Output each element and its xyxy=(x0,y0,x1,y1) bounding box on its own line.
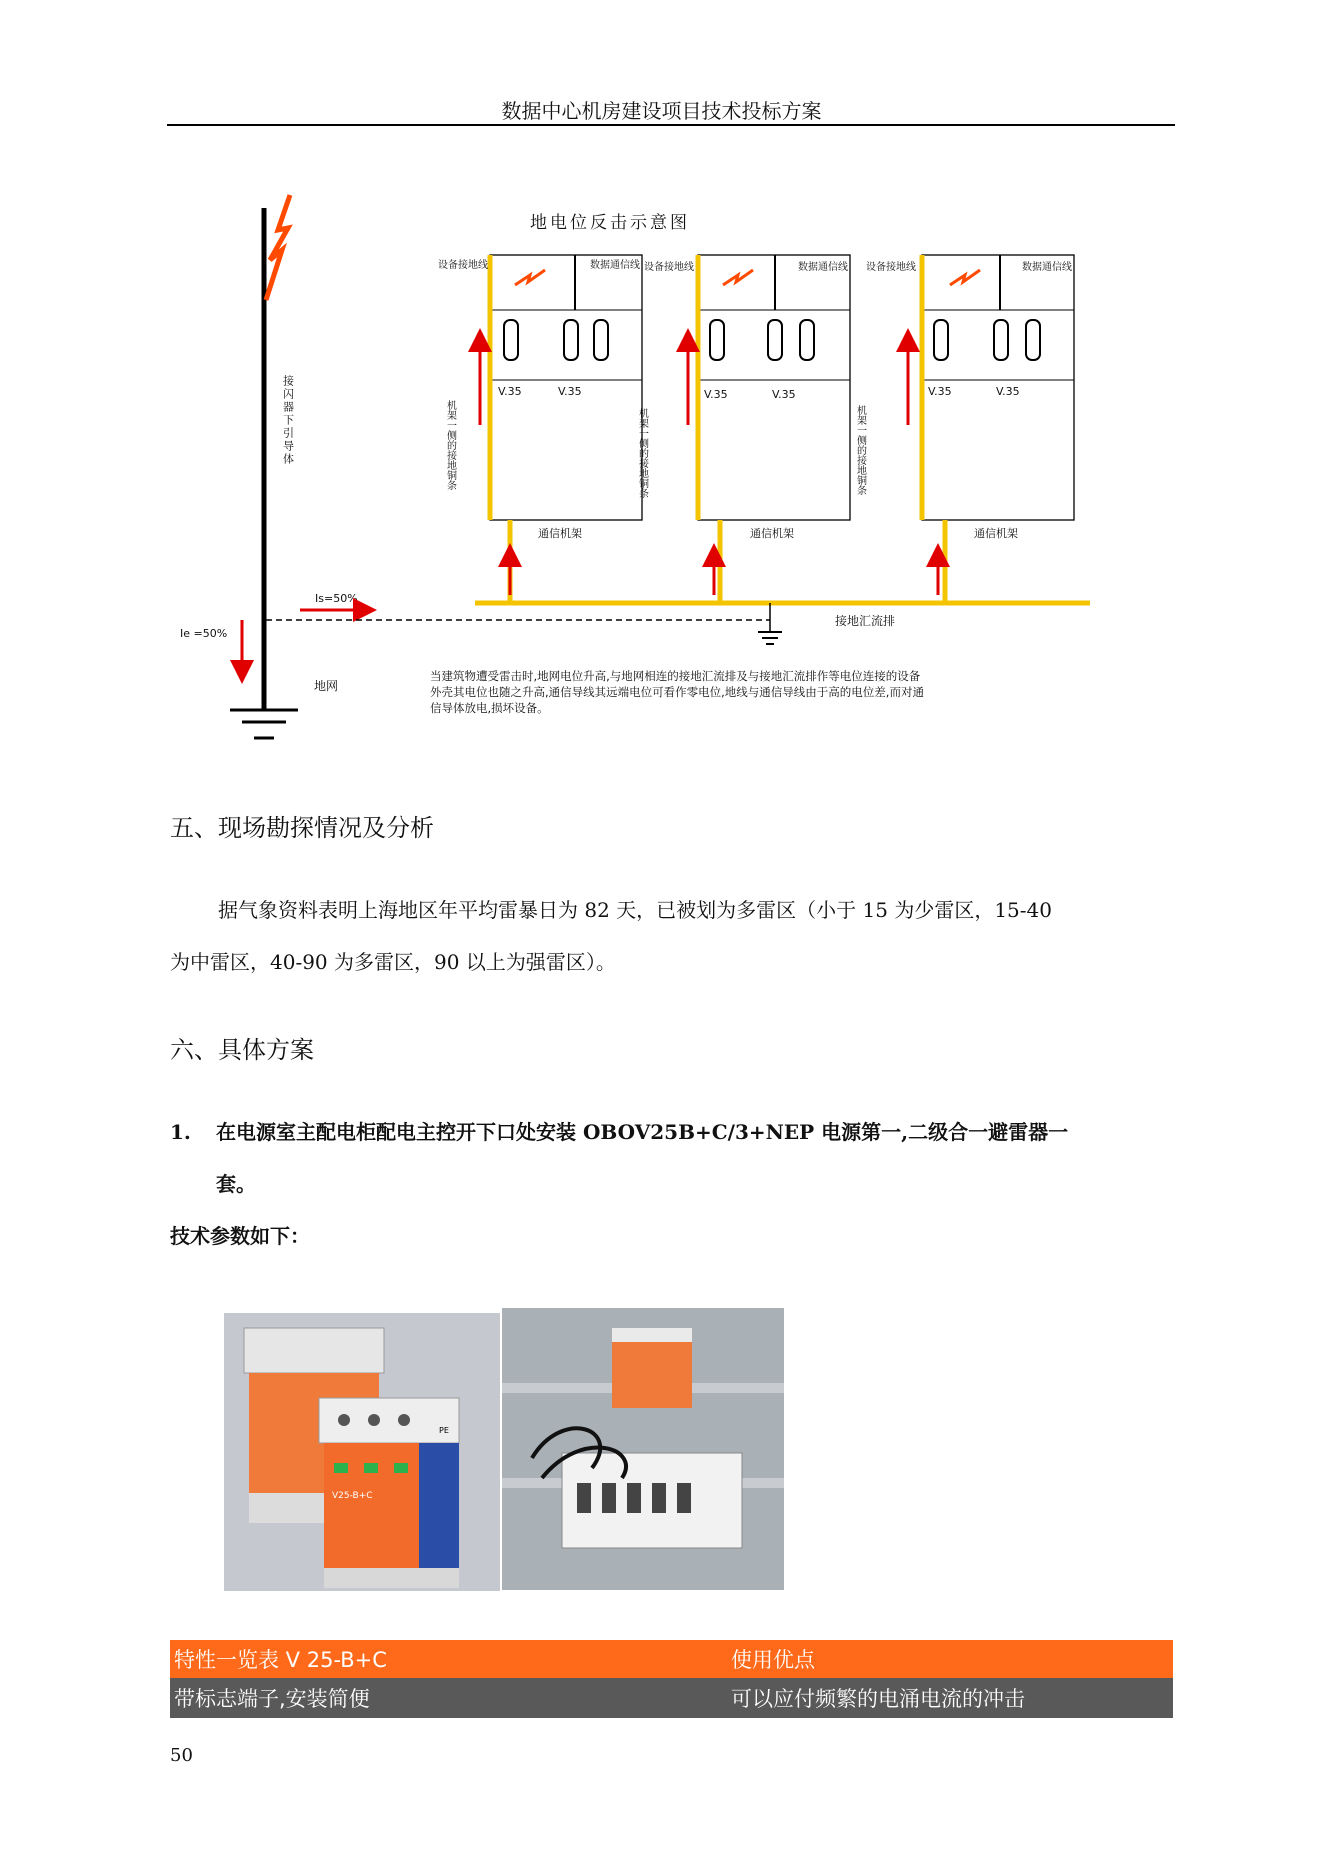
table-row xyxy=(170,1678,1173,1718)
down-conductor-label: 接闪器下引导体 xyxy=(281,375,295,466)
section-5-heading: 五、现场勘探情况及分析 xyxy=(170,814,434,842)
section-5-para-line2: 为中雷区，40-90 为多雷区，90 以上为强雷区）。 xyxy=(170,950,616,974)
table-cell: 可以应付频繁的电涌电流的冲击 xyxy=(731,1687,1025,1711)
svg-text:通信机架: 通信机架 xyxy=(750,527,794,540)
header-rule xyxy=(167,124,1175,126)
item-1-line2: 套。 xyxy=(216,1172,256,1196)
svg-text:机架一侧的接地铜条: 机架一侧的接地铜条 xyxy=(636,408,648,498)
tech-params-label: 技术参数如下： xyxy=(170,1224,310,1248)
item-1-line1: 在电源室主配电柜配电主控开下口处安装 OBOV25B+C/3+NEP 电源第一,二级合一避雷器一 xyxy=(216,1120,1069,1144)
svg-text:V.35: V.35 xyxy=(928,385,952,398)
table-header-row xyxy=(170,1640,1173,1678)
ie-label: Ie =50% xyxy=(180,627,228,640)
svg-text:V25-B+C: V25-B+C xyxy=(332,1491,373,1501)
busbar-label: 接地汇流排 xyxy=(835,614,896,628)
svg-text:通信机架: 通信机架 xyxy=(974,527,1018,540)
svg-text:V.35: V.35 xyxy=(996,385,1020,398)
section-6-heading: 六、具体方案 xyxy=(170,1036,314,1064)
svg-text:数据通信线: 数据通信线 xyxy=(1022,262,1072,273)
svg-text:V.35: V.35 xyxy=(498,385,522,398)
page-number: 50 xyxy=(170,1745,193,1766)
spec-table xyxy=(170,1640,1173,1718)
svg-text:PE: PE xyxy=(439,1426,449,1435)
table-header-advantages: 使用优点 xyxy=(731,1648,815,1672)
rack-2 xyxy=(637,255,851,603)
svg-text:机架一侧的接地铜条: 机架一侧的接地铜条 xyxy=(854,405,866,495)
svg-text:数据通信线: 数据通信线 xyxy=(798,262,848,273)
section-5-para-line1: 据气象资料表明上海地区年平均雷暴日为 82 天，已被划为多雷区（小于 15 为少雷区，15-40 xyxy=(218,898,1052,922)
svg-text:设备接地线: 设备接地线 xyxy=(644,262,694,273)
table-header-features: 特性一览表 V 25-B+C xyxy=(174,1648,387,1672)
rack-strip-label: 机架一侧的接地铜条 xyxy=(444,400,456,490)
page-header-title: 数据中心机房建设项目技术投标方案 xyxy=(501,99,822,123)
installed-panel-photo xyxy=(502,1308,784,1590)
svg-text:V.35: V.35 xyxy=(704,388,728,401)
item-1-number: 1. xyxy=(170,1120,191,1144)
svg-text:通信机架: 通信机架 xyxy=(538,527,582,540)
svg-text:V.35: V.35 xyxy=(558,385,582,398)
lightning-bolt-icon xyxy=(266,195,290,300)
lightning-counterattack-diagram xyxy=(170,190,1100,760)
table-cell: 带标志端子,安装简便 xyxy=(174,1687,370,1711)
diagram-note: 当建筑物遭受雷击时,地网电位升高,与地网相连的接地汇流排及与接地汇流排作等电位连接的设备外壳其电位也随之升高,通信导线其远端电位可看作零电位,地线与通信导线由于高的电位差,而对通信导体放电,损坏设备。 xyxy=(430,669,924,715)
svg-text:V.35: V.35 xyxy=(772,388,796,401)
rack-3 xyxy=(855,255,1075,603)
ground-net-label: 地网 xyxy=(314,679,339,693)
is-label: Is=50% xyxy=(315,592,358,605)
data-cable-label: 数据通信线 xyxy=(590,260,640,271)
svg-text:设备接地线: 设备接地线 xyxy=(866,262,916,273)
surge-arrester-photo xyxy=(224,1313,500,1591)
diagram-title: 地电位反击示意图 xyxy=(530,213,690,233)
rack-1 xyxy=(480,255,642,603)
device-ground-label: 设备接地线 xyxy=(438,260,488,271)
